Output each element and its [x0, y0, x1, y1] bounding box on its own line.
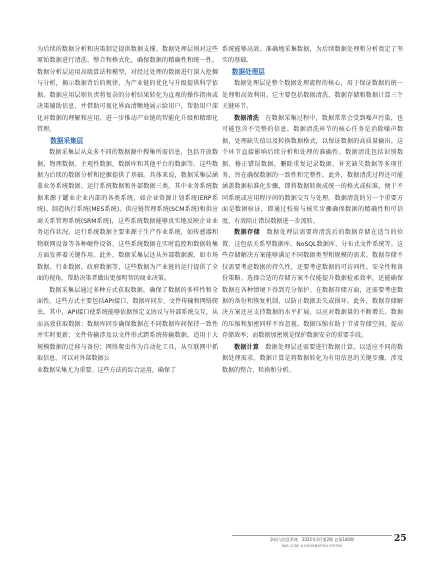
paragraph: 系统能够高效、准确地采集数据，为后续数据处理和分析奠定了坚实的基础。 — [222, 46, 403, 65]
left-column — [37, 44, 218, 376]
paragraph-data-computing — [222, 342, 403, 376]
paragraph: 数据采集层从众多不同的数据源中搜集所需信息，包括开放数据、物理数据、主观性数据、数据库和其他平台的数据等。这些数据为后续的数据分析和挖掘提供了基础。具体来说，数据采集层涵盖业务系统数据、运行系统数据和外部数据三类。其中业务系统数据来源于罐业企业内部的各类系统，如企业资源计划系统(ERP系统)、制造执行系统(MES系统)、供应链管理系统(SCM系统)和供应商关系管理系统(SRM系统)，这些系统数据能够真实地反映企业业务运作状况。运行系统数据主要来源于生产作业系统，如传感器和物联网设备等各种硬件设备，这些系统数据在实时监控和数据收集方面发挥着关键作用。此外，数据采集层还从外部数据源，如市场数据、行业数据、政府数据等，这些数据为产业链的运行提供了全面的视角，帮助决策者做出更加明智的商业决策。 — [37, 149, 218, 283]
keyword-data-storage: 数据存储 — [234, 229, 261, 237]
journal-footer — [232, 535, 392, 549]
section-heading-data-processing: 数据处理层 — [231, 67, 265, 76]
paragraph-data-cleaning — [222, 113, 403, 228]
paragraph-data-storage — [222, 227, 403, 342]
keyword-data-computing: 数据计算 — [234, 343, 260, 351]
paragraph: 业数据采集尤为重要。这些方法的综合运用，确保了 — [37, 366, 177, 374]
journal-title: 条码与信息系统 — [269, 537, 298, 542]
section-heading-data-collection: 数据采集层 — [50, 136, 84, 145]
paragraph: 数据处理层是整个数据处理流程的核心，用于保证数据的统一处理和高效利用。它主要包括数据清洗、数据存储和数据计算三个关键环节。 — [222, 80, 403, 111]
right-column — [222, 44, 403, 376]
journal-title-english: BAR CODE & INFORMATION SYSTEM — [281, 544, 343, 548]
keyword-data-cleaning: 数据清洗 — [234, 114, 260, 122]
paragraph: 为后续的数据分析和决策制定提供数据支撑。数据处理层则对这些原始数据进行清洗、整合和格式化，确保数据的精确性和统一性。数据分析层运用高级算法和模型，对经过处理的数据进行深入挖掘与分析，揭示数据背后的规律，为产业链的优化与升级提供科学依据。数据应用层则负责将复杂的分析结果转化为直观的操作指南或决策辅助信息，并借助可视化界面清晰地展示给用户，帮助用户深化对数据的理解和应用，进一步推动产业链的智能化升级和精细化管理。 — [37, 46, 218, 134]
paragraph-body: 数据处理层需要将清洗后的数据存储在适当的位置，这包括关系型数据库、NoSQL数据库、分布式文件系统等。这些存储解决方案能够满足不同数据类型和规模的需求。数据存储不仅需要考虑数据的持久性，还要考虑数据的可访问性、安全性和备份策略。选择合适的存储方案不仅能提升数据检索效率，还能确保数据在各种情境下得到充分保护。在数据存储方面，还需要考虑数据的备份和恢复机制，以防止数据丢失或损坏。此外，数据存储解决方案还应支持数据的水平扩展，以应对数据量的不断增长。数据的压缩和加密同样不容忽视。数据压缩有助于节省存储空间，提高存储效率；而数据加密则是保护数据安全的重要手段。 — [222, 229, 404, 340]
paragraph-body: 在数据采集过程中，数据常常会受到噪声污染，也可能包含不完整的信息。数据清洗环节的核心任务是消除噪声数据，处理缺失值以及转换数据格式，以保证数据的高质量输出。这个环节直接影响后续分析和处理的准确性。数据清洗包括识别数据、修正错误数据、删除重复记录数据、补充缺失数据等多项任务，旨在确保数据的一致性和完整性。此外，数据清洗过程还可能涵盖数据标准化步骤，即将数据转换成统一的格式或标准，便于不同系统或应用程序间的数据交互与处理。数据清洗的另一个重要方面是数据验证，即通过校验与核实步骤确保数据的精确性和可信度，有效阻止错误数据进一步流转。 — [222, 114, 404, 225]
paragraph: 数据采集层通过多种方式获取数据，确保了数据的多样性和全面性。这些方式主要包括API接口、数据库同步、文件传输和网络爬虫。其中，API接口使系统能够依据预定义协议与外部系统交互，从而高效获取数据；数据库同步确保数据在不同数据库间保持一致性并实时更新；文件传输涉及以文件形式跨系统传输数据，适用于大规模数据的迁移与备份；网络爬虫作为自动化工具，从互联网中抓取信息，可以对外部数据公 — [37, 286, 218, 363]
issue-info: 2025年3月第2期 总第180期 — [301, 537, 355, 542]
paragraph-body: 数据处理层还需要进行数据计算，以适应不同的数据处理需求。数据计算是将数据转化为有用信息的关键步骤，涉及数据的整合、转换和分析。 — [222, 343, 404, 374]
page-number: 25 — [394, 534, 407, 544]
